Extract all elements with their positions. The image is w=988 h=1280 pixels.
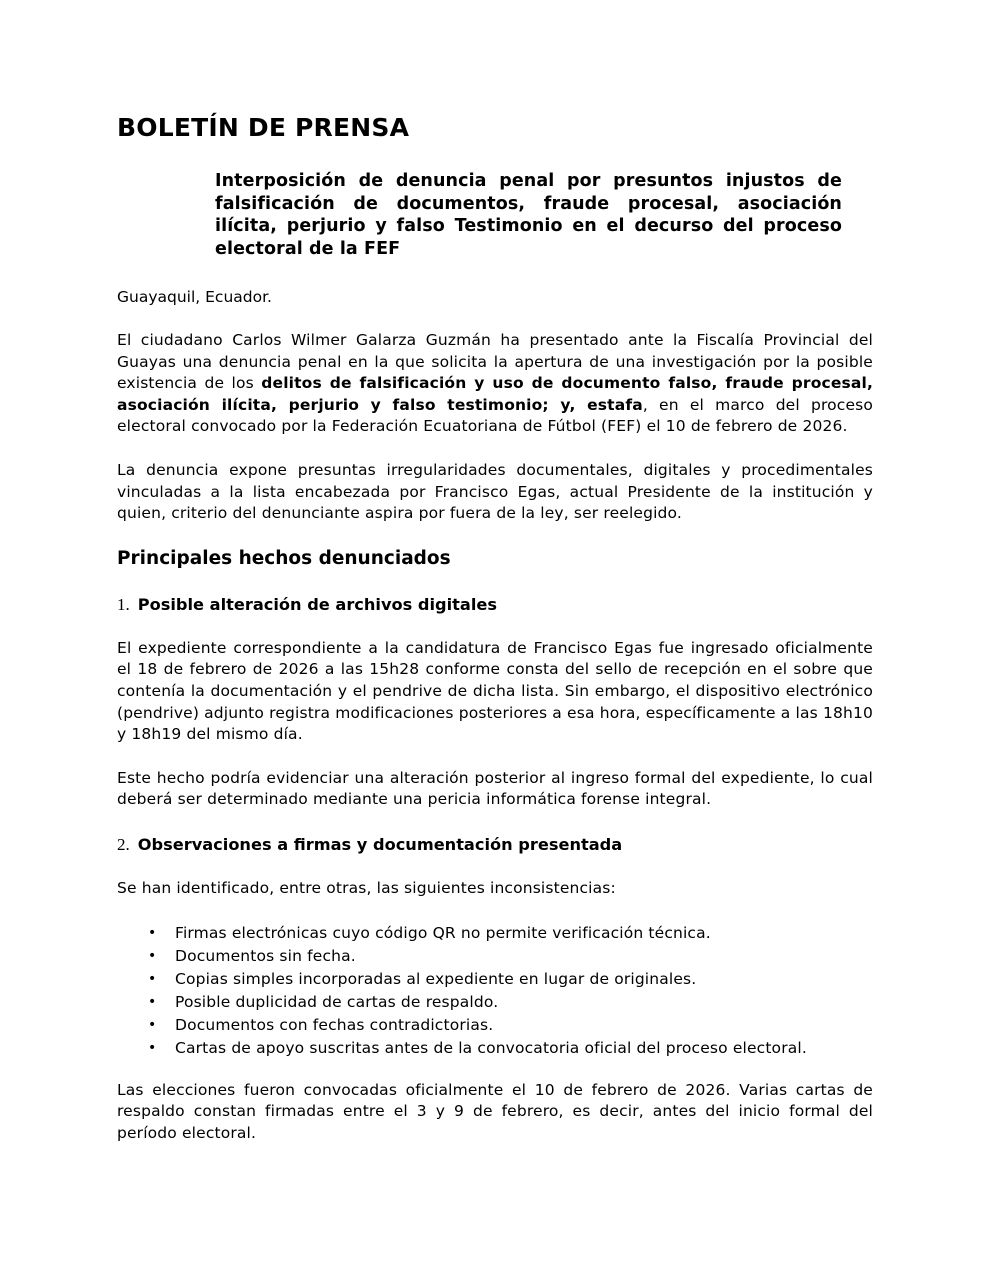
section-2-heading-text: Observaciones a firmas y documentación presentada bbox=[137, 834, 623, 854]
section-1 bbox=[117, 593, 873, 811]
intro-paragraph-2: La denuncia expone presuntas irregularidades documentales, digitales y procedimentales vinculadas a la lista encabezada por Francisco Egas, actual Presidente de la institución y quien, criterio del denunciante aspira por fuera de la ley, ser reelegido. bbox=[117, 460, 873, 523]
list-item: • Documentos con fechas contradictorias. bbox=[175, 1014, 873, 1037]
section-1-paragraph-2: Este hecho podría evidenciar una alteración posterior al ingreso formal del expediente, lo cual deberá ser determinado mediante una pericia informática forense integral. bbox=[117, 768, 873, 809]
list-item: • Posible duplicidad de cartas de respaldo. bbox=[175, 991, 873, 1014]
section-2-number: 2. bbox=[117, 834, 130, 854]
section-2-closing-paragraph: Las elecciones fueron convocadas oficialmente el 10 de febrero de 2026. Varias cartas de respaldo constan firmadas entre el 3 y 9 de febrero, es decir, antes del inicio formal del período electoral. bbox=[117, 1080, 873, 1142]
list-item: • Documentos sin fecha. bbox=[175, 945, 873, 968]
document-title: BOLETÍN DE PRENSA bbox=[117, 113, 410, 142]
section-2-heading bbox=[117, 833, 873, 856]
dateline: Guayaquil, Ecuador. bbox=[117, 288, 272, 306]
list-item: • Firmas electrónicas cuyo código QR no permite verificación técnica. bbox=[175, 922, 873, 945]
document-subtitle: Interposición de denuncia penal por presuntos injustos de falsificación de documentos, fraude procesal, asociación ilícita, perjurio y falso Testimonio en el decurso del proceso electoral de la FEF bbox=[215, 171, 842, 259]
list-item: • Copias simples incorporadas al expediente en lugar de originales. bbox=[175, 968, 873, 991]
section-1-heading-text: Posible alteración de archivos digitales bbox=[137, 594, 498, 614]
section-1-number: 1. bbox=[117, 594, 130, 614]
inconsistencies-list bbox=[117, 922, 873, 1060]
intro-paragraph-1: El ciudadano Carlos Wilmer Galarza Guzmán ha presentado ante la Fiscalía Provincial del Guayas una denuncia penal en la que solicita la apertura de una investigación por la posible existencia de los delitos de falsificación y uso de documento falso, fraude procesal, asociación ilícita, perjurio y falso testimonio; y, estafa, en el marco del proceso electoral convocado por la Federación Ecuatoriana de Fútbol (FEF) el 10 de febrero de 2026. bbox=[117, 331, 873, 436]
main-section-heading: Principales hechos denunciados bbox=[117, 547, 451, 569]
section-1-paragraph-1: El expediente correspondiente a la candidatura de Francisco Egas fue ingresado oficialmente el 18 de febrero de 2026 a las 15h28 conforme consta del sello de recepción en el sobre que contenía la documentación y el pendrive de dicha lista. Sin embargo, el dispositivo electrónico (pendrive) adjunto registra modificaciones posteriores a esa hora, específicamente a las 18h10 y 18h19 del mismo día. bbox=[117, 638, 873, 744]
section-2 bbox=[117, 833, 873, 1144]
list-item: • Cartas de apoyo suscritas antes de la convocatoria oficial del proceso electoral. bbox=[175, 1037, 873, 1060]
section-1-heading bbox=[117, 593, 873, 616]
section-2-intro: Se han identificado, entre otras, las siguientes inconsistencias: bbox=[117, 878, 616, 897]
